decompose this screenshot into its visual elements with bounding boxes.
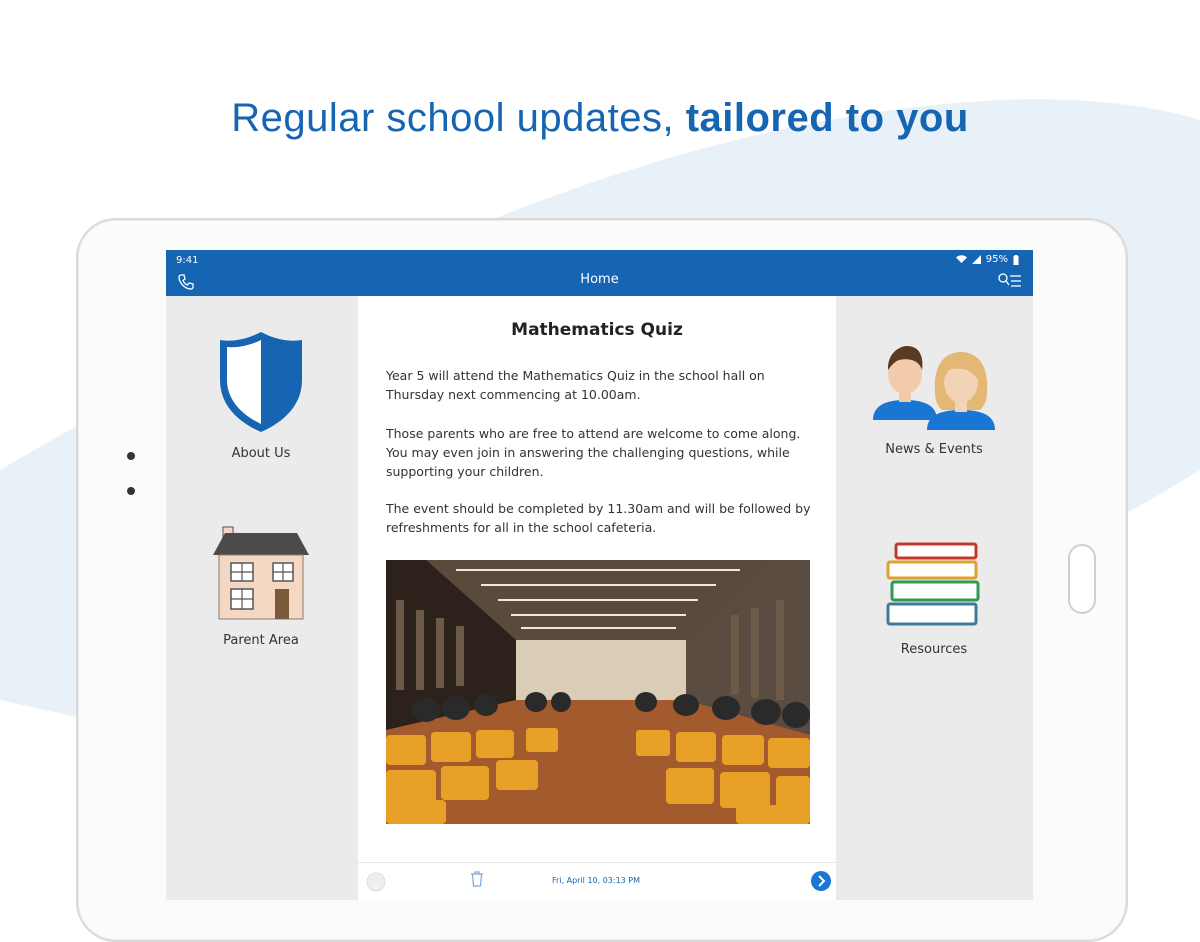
headline-bold: tailored to you (685, 96, 969, 140)
tile-about-us[interactable] (206, 330, 316, 461)
tile-label-about-us: About Us (231, 446, 291, 461)
page-title: Home (580, 272, 619, 287)
books-icon (884, 540, 984, 630)
house-icon (211, 525, 311, 621)
article-paragraph: The event should be completed by 11.30am and will be followed by refreshments for all in the school cafeteria. (386, 501, 811, 535)
article-paragraph: Year 5 will attend the Mathematics Quiz in the school hall on Thursday next commencing at 10.00am. (386, 368, 765, 402)
article-paragraph: Those parents who are free to attend are welcome to come along. You may even join in answering the challenging questions, while supporting your children. (386, 426, 801, 479)
sensor-dot (127, 487, 135, 495)
tile-news-events[interactable] (866, 340, 1002, 457)
headline-regular: Regular school updates, (231, 96, 686, 140)
article-panel (358, 296, 836, 900)
article-footer (358, 862, 836, 900)
article-date: Fri, April 10, 03:13 PM (552, 876, 641, 885)
status-icons (956, 254, 1019, 265)
tile-parent-area[interactable] (206, 525, 316, 648)
app-screen (166, 250, 1033, 900)
headline (0, 96, 1200, 141)
camera-dot (127, 452, 135, 460)
people-icon (869, 340, 999, 430)
app-bar (166, 250, 1033, 296)
tile-label-resources: Resources (900, 642, 968, 657)
tile-label-news-events: News & Events (885, 442, 983, 457)
circle-icon[interactable] (366, 872, 386, 892)
article-title: Mathematics Quiz (511, 320, 683, 340)
battery-icon (1013, 255, 1019, 265)
tile-resources[interactable] (866, 540, 1002, 657)
tile-label-parent-area: Parent Area (223, 633, 299, 648)
battery-percent: 95% (985, 254, 1008, 265)
shield-icon (216, 330, 306, 434)
school-hall-photo (386, 560, 810, 824)
trash-icon[interactable] (470, 871, 484, 887)
search-list-icon[interactable] (997, 272, 1021, 290)
wifi-icon (956, 255, 967, 264)
arrow-right-icon[interactable] (810, 870, 832, 892)
status-time: 9:41 (176, 255, 199, 266)
signal-icon (972, 255, 981, 264)
home-button[interactable] (1068, 544, 1096, 614)
